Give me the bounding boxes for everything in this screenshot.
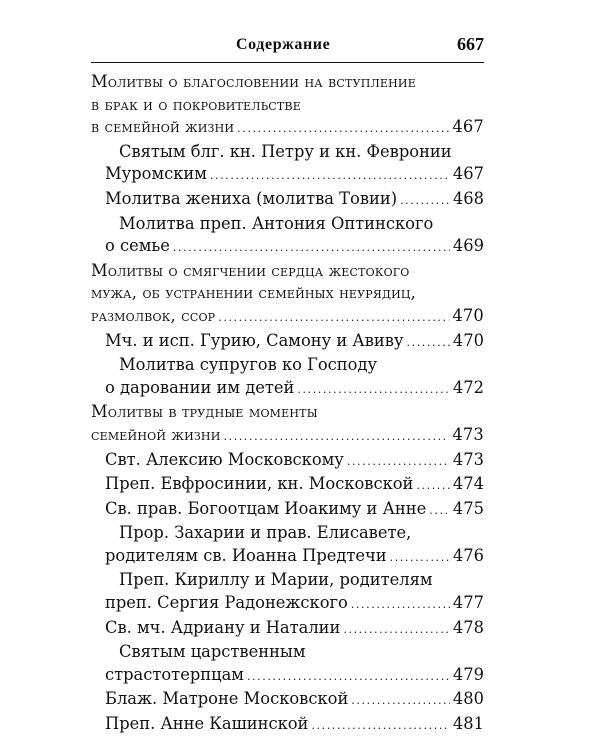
toc-entry-text: страстотерпцам (105, 664, 244, 684)
toc-page-number: 468 (452, 188, 484, 208)
toc-entry-text: размолвок, ссор (91, 305, 216, 325)
toc-page-number: 477 (452, 593, 484, 613)
toc-entry-text: о семье (105, 236, 170, 256)
toc-entry-text: Молитва жениха (молитва Товии) (105, 188, 398, 208)
toc-entry-text: Св. мч. Адриану и Наталии (105, 617, 341, 637)
toc-entry-text-line: Прор. Захарии и прав. Елисавете, (119, 523, 412, 543)
toc-subentry[interactable] (91, 354, 484, 401)
toc-entry-final-line (105, 617, 484, 642)
toc-page-number: 467 (452, 164, 484, 184)
toc-entry-text: Преп. Евфросинии, кн. Московской (105, 474, 414, 494)
dot-leader (351, 594, 450, 617)
toc-entry-final-line (91, 305, 484, 330)
toc-entry-final-line (105, 664, 484, 689)
table-of-contents (91, 71, 484, 738)
dot-leader (237, 118, 449, 141)
toc-page-number: 469 (452, 236, 484, 256)
dot-leader (210, 165, 450, 188)
toc-subentry[interactable] (91, 498, 484, 523)
toc-entry-final-line (91, 424, 484, 449)
toc-entry-final-line (105, 713, 484, 738)
header-page-number: 667 (457, 34, 484, 54)
dot-leader (429, 500, 450, 523)
toc-entry-final-line (105, 449, 484, 474)
toc-entry-text: в семейной жизни (91, 117, 235, 137)
dot-leader (297, 379, 450, 402)
toc-subentry[interactable] (91, 713, 484, 738)
running-header (91, 34, 484, 63)
toc-section-entry[interactable] (91, 71, 484, 141)
toc-subentry[interactable] (91, 213, 484, 260)
toc-entry-text-line: в брак и о покровительстве (91, 94, 301, 114)
toc-entry-text: преп. Сергия Радонежского (105, 593, 348, 613)
toc-entry-final-line (105, 688, 484, 713)
toc-entry-text: о даровании им детей (105, 377, 295, 397)
toc-subentry[interactable] (91, 188, 484, 213)
toc-subentry[interactable] (91, 141, 484, 188)
toc-entry-text-line: мужа, об устранении семейных неурядиц, (91, 283, 417, 303)
toc-page-number: 470 (452, 330, 484, 350)
toc-page-number: 470 (452, 305, 484, 325)
toc-entry-text-line: Молитва супругов ко Господу (119, 355, 378, 375)
dot-leader (407, 332, 450, 355)
toc-entry-text: Преп. Анне Кашинской (105, 714, 309, 734)
toc-entry-text: семейной жизни (91, 424, 221, 444)
toc-entry-final-line (105, 592, 484, 617)
dot-leader (218, 307, 449, 330)
dot-leader (173, 237, 450, 260)
toc-entry-text: Свт. Алексию Московскому (105, 449, 344, 469)
toc-page-number: 476 (452, 545, 484, 565)
toc-subentry[interactable] (91, 449, 484, 474)
toc-entry-final-line (105, 498, 484, 523)
toc-page-number: 467 (452, 117, 484, 137)
toc-subentry[interactable] (91, 569, 484, 616)
dot-leader (343, 619, 450, 642)
dot-leader (224, 426, 450, 449)
toc-subentry[interactable] (91, 522, 484, 569)
header-title: Содержание (236, 36, 331, 53)
toc-entry-final-line (105, 235, 484, 260)
toc-entry-text-line: Преп. Кириллу и Марии, родителям (119, 570, 433, 590)
toc-page-number: 473 (452, 424, 484, 444)
toc-entry-text-line: Молитвы о благословении на вступление (91, 72, 416, 91)
toc-entry-text: Муромским (105, 164, 207, 184)
dot-leader (390, 547, 450, 570)
toc-entry-final-line (105, 377, 484, 402)
toc-entry-final-line (105, 163, 484, 188)
toc-page-number: 474 (452, 474, 484, 494)
toc-entry-final-line (105, 473, 484, 498)
toc-section-entry[interactable] (91, 401, 484, 448)
toc-section-entry[interactable] (91, 260, 484, 330)
toc-entry-final-line (91, 116, 484, 141)
toc-subentry[interactable] (91, 688, 484, 713)
toc-entry-text-line: Молитвы о смягчении сердца жестокого (91, 260, 410, 280)
toc-page-number: 481 (452, 714, 484, 734)
dot-leader (247, 666, 450, 689)
toc-entry-text-line: Молитвы в трудные моменты (91, 402, 318, 422)
dot-leader (416, 475, 450, 498)
toc-entry-text-line: Святым царственным (119, 642, 306, 662)
dot-leader (347, 451, 450, 474)
dot-leader (311, 715, 450, 738)
toc-entry-final-line (105, 545, 484, 570)
dot-leader (351, 690, 450, 713)
toc-entry-final-line (105, 330, 484, 355)
toc-page-number: 479 (452, 664, 484, 684)
toc-entry-final-line (105, 188, 484, 213)
toc-subentry[interactable] (91, 617, 484, 642)
toc-entry-text: Св. прав. Богоотцам Иоакиму и Анне (105, 498, 427, 518)
toc-entry-text: Блаж. Матроне Московской (105, 689, 349, 709)
toc-subentry[interactable] (91, 473, 484, 498)
toc-page-number: 473 (452, 449, 484, 469)
dot-leader (400, 190, 450, 213)
toc-entry-text-line: Святым блг. кн. Петру и кн. Февронии (119, 141, 452, 161)
toc-page-number: 475 (452, 498, 484, 518)
toc-subentry[interactable] (91, 641, 484, 688)
toc-page-number: 478 (452, 617, 484, 637)
toc-entry-text-line: Молитва преп. Антония Оптинского (119, 213, 434, 233)
toc-subentry[interactable] (91, 330, 484, 355)
toc-page-number: 480 (452, 689, 484, 709)
toc-page-number: 472 (452, 377, 484, 397)
toc-entry-text: Мч. и исп. Гурию, Самону и Авиву (105, 330, 404, 350)
toc-entry-text: родителям св. Иоанна Предтечи (105, 545, 387, 565)
